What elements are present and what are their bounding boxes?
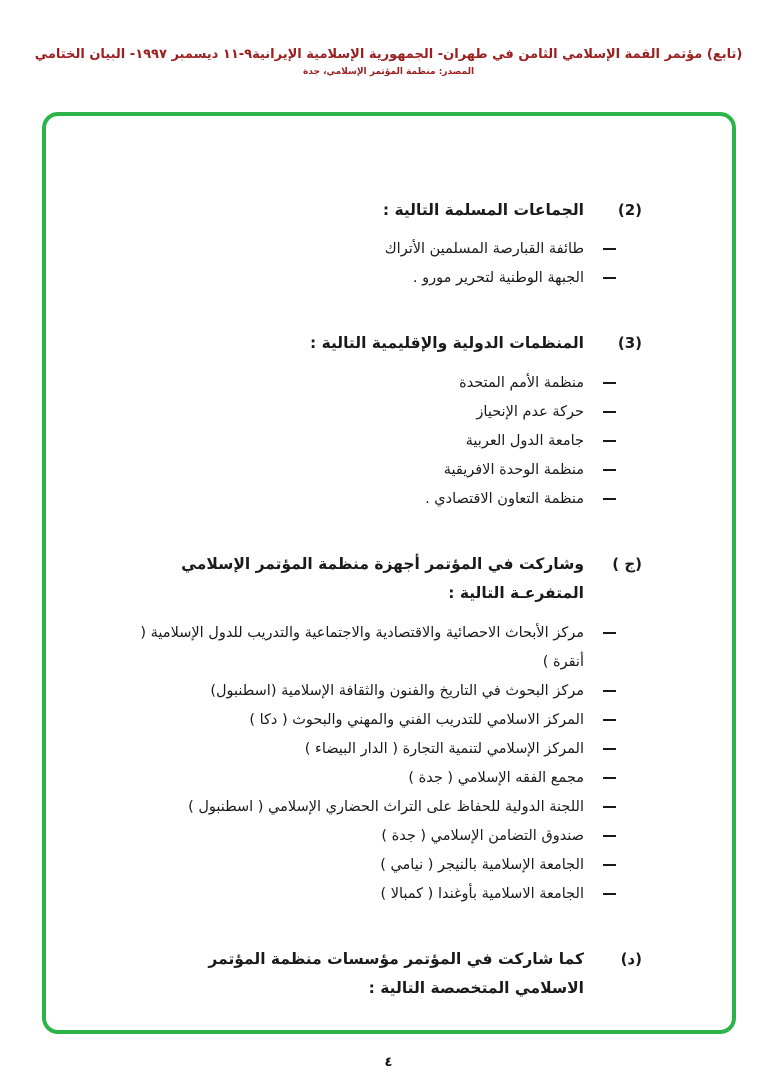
item-text: منظمة الوحدة الافريقية xyxy=(443,461,584,478)
item-text: المركز الإسلامي لتنمية التجارة ( الدار البيضاء ) xyxy=(304,740,584,757)
dash-icon xyxy=(603,248,616,250)
list-item xyxy=(138,619,616,677)
dash-icon xyxy=(603,893,616,895)
item-text: مركز البحوث في التاريخ والفنون والثقافة الإسلامية (اسطنبول) xyxy=(210,682,584,699)
list-item xyxy=(138,235,616,264)
item-text: مركز الأبحاث الاحصائية والاقتصادية والاجتماعية والتدريب للدول الإسلامية ( أنقرة ) xyxy=(140,624,584,670)
item-text: الجامعة الإسلامية بالنيجر ( نيامي ) xyxy=(380,856,584,873)
section-head xyxy=(138,550,642,609)
list-item xyxy=(138,706,616,735)
list-item xyxy=(138,880,616,909)
content-frame xyxy=(42,112,736,1034)
list-item xyxy=(138,369,616,398)
section-head xyxy=(138,329,642,358)
item-text: الجبهة الوطنية لتحرير مورو . xyxy=(412,270,584,287)
dash-icon xyxy=(603,748,616,750)
dash-icon xyxy=(603,690,616,692)
dash-icon xyxy=(603,411,616,413)
item-text: مجمع الفقه الإسلامي ( جدة ) xyxy=(408,769,584,786)
item-text: طائفة القبارصة المسلمين الأتراك xyxy=(384,241,584,258)
dash-icon xyxy=(603,498,616,500)
section-marker: (ج ) xyxy=(612,554,642,573)
dash-icon xyxy=(603,719,616,721)
document-header xyxy=(0,0,777,77)
list-item xyxy=(138,677,616,706)
item-list xyxy=(138,619,642,909)
dash-icon xyxy=(603,835,616,837)
list-item xyxy=(138,398,616,427)
section-oic-subsidiary-organs xyxy=(138,550,642,909)
list-item xyxy=(138,764,616,793)
dash-icon xyxy=(603,864,616,866)
dash-icon xyxy=(603,382,616,384)
list-item xyxy=(138,851,616,880)
item-list xyxy=(138,235,642,293)
dash-icon xyxy=(603,469,616,471)
section-title: كما شاركت في المؤتمر مؤسسات منظمة المؤتمر الاسلامي المتخصصة التالية : xyxy=(208,949,584,998)
section-title: المنظمات الدولية والإقليمية التالية : xyxy=(309,334,584,353)
section-head xyxy=(138,196,642,225)
item-text: الجامعة الاسلامية بأوغندا ( كمبالا ) xyxy=(380,885,584,902)
list-item xyxy=(138,793,616,822)
item-text: جامعة الدول العربية xyxy=(465,432,584,449)
section-title: وشاركت في المؤتمر أجهزة منظمة المؤتمر الإسلامي المتفرعـة التالية : xyxy=(181,554,584,603)
list-item xyxy=(138,264,616,293)
list-item xyxy=(138,735,616,764)
section-international-organizations xyxy=(138,329,642,513)
page-number: ٤ xyxy=(384,1055,393,1070)
section-title: الجماعات المسلمة التالية : xyxy=(382,201,584,219)
header-source: المصدر: منظمة المؤتمر الإسلامي، جدة xyxy=(302,67,475,78)
item-text: المركز الاسلامي للتدريب الفني والمهني والبحوث ( دكا ) xyxy=(249,711,584,728)
header-title: (تابع) مؤتمر القمة الإسلامي الثامن في طهران- الجمهورية الإسلامية الإيرانية٩-١١ ديسمبر ١٩٩٧- البيان الختامي xyxy=(34,47,743,62)
item-text: حركة عدم الإنحياز xyxy=(476,403,584,420)
section-head xyxy=(138,945,642,1004)
list-item xyxy=(138,485,616,514)
item-text: منظمة الأمم المتحدة xyxy=(459,374,584,391)
item-text: صندوق التضامن الإسلامي ( جدة ) xyxy=(381,827,584,844)
dash-icon xyxy=(603,440,616,442)
item-list xyxy=(138,369,642,514)
section-oic-specialized-institutions xyxy=(138,945,642,1004)
dash-icon xyxy=(603,777,616,779)
section-marker: (3) xyxy=(617,334,642,353)
dash-icon xyxy=(603,277,616,279)
item-text: منظمة التعاون الاقتصادي . xyxy=(425,490,584,507)
list-item xyxy=(138,456,616,485)
section-marker: (2) xyxy=(617,201,642,219)
section-marker: (د) xyxy=(620,949,642,968)
section-muslim-communities xyxy=(138,196,642,293)
dash-icon xyxy=(603,632,616,634)
list-item xyxy=(138,822,616,851)
list-item xyxy=(138,427,616,456)
dash-icon xyxy=(603,806,616,808)
item-text: اللجنة الدولية للحفاظ على التراث الحضاري الإسلامي ( اسطنبول ) xyxy=(188,798,584,815)
